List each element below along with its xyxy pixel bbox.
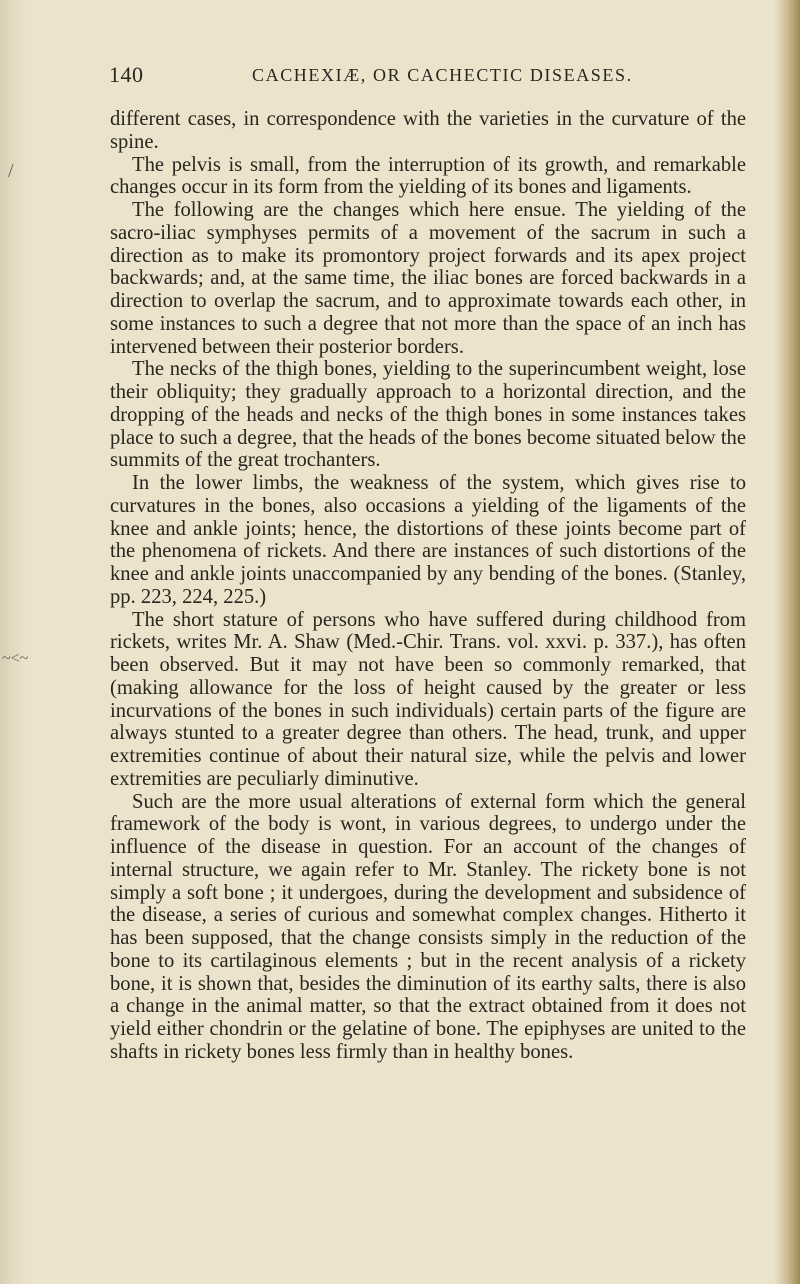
margin-arrow-mark: ~<~ bbox=[2, 650, 29, 667]
margin-slash-mark: / bbox=[8, 160, 14, 182]
page-edge-binding bbox=[774, 0, 800, 1284]
paragraph: The following are the changes which here ensue. The yielding of the sacro-iliac symphyses permits of a movement of the sacrum in such a direction as to make its promontory project forwards and its apex project backwards; and, at the same time, the iliac bones are forced backwards in a direction to overlap the sacrum, and to approximate towards each other, in some instances to such a degree that not more than the space of an inch has intervened between their posterior borders. bbox=[110, 199, 746, 358]
paragraph: different cases, in correspondence with the varieties in the curvature of the spine. bbox=[110, 108, 746, 153]
paragraph: The pelvis is small, from the interruption of its growth, and remarkable changes occur in its form from the yielding of its bones and ligaments. bbox=[110, 153, 746, 199]
body-text bbox=[110, 108, 746, 1064]
paragraph: In the lower limbs, the weakness of the system, which gives rise to curvatures in the bones, also occasions a yielding of the ligaments of the knee and ankle joints; hence, the distortions of these joints become part of the phenomena of rickets. And there are instances of such distortions of the knee and ankle joints unaccompanied by any bending of the bones. (Stanley, pp. 223, 224, 225.) bbox=[110, 472, 746, 608]
page-number: 140 bbox=[109, 62, 144, 87]
running-title: CACHEXIÆ, OR CACHECTIC DISEASES. bbox=[252, 65, 633, 85]
paragraph: The short stature of persons who have suffered during childhood from rickets, writes Mr. A. Shaw (Med.-Chir. Trans. vol. xxvi. p. 337.), has often been observed. But it may not have been so commonly remarked, that (making allowance for the loss of height caused by the greater or less incurvations of the bones in such individuals) certain parts of the figure are always stunted to a greater degree than others. The head, trunk, and upper extremities continue of about their natural size, while the pelvis and lower extremities are peculiarly diminutive. bbox=[110, 608, 746, 790]
paragraph: Such are the more usual alterations of external form which the general framework of the body is wont, in various degrees, to undergo under the influence of the disease in question. For an account of the changes of internal structure, we again refer to Mr. Stanley. The rickety bone is not simply a soft bone ; it undergoes, during the development and subsidence of the disease, a series of curious and somewhat complex changes. Hitherto it has been supposed, that the change consists simply in the reduction of the bone to its cartilaginous elements ; but in the recent analysis of a rickety bone, it is shown that, besides the diminution of its earthy salts, there is also a change in the animal matter, so that the extract obtained from it does not yield either chondrin or the gelatine of bone. The epiphyses are united to the shafts in rickety bones less firmly than in healthy bones. bbox=[110, 790, 746, 1063]
page-gutter-shadow bbox=[0, 0, 29, 1284]
paragraph: The necks of the thigh bones, yielding to the superincumbent weight, lose their obliquity; they gradually approach to a horizontal direction, and the dropping of the heads and necks of the thigh bones in some instances takes place to such a degree, that the heads of the bones become situated below the summits of the great trochanters. bbox=[110, 358, 746, 472]
